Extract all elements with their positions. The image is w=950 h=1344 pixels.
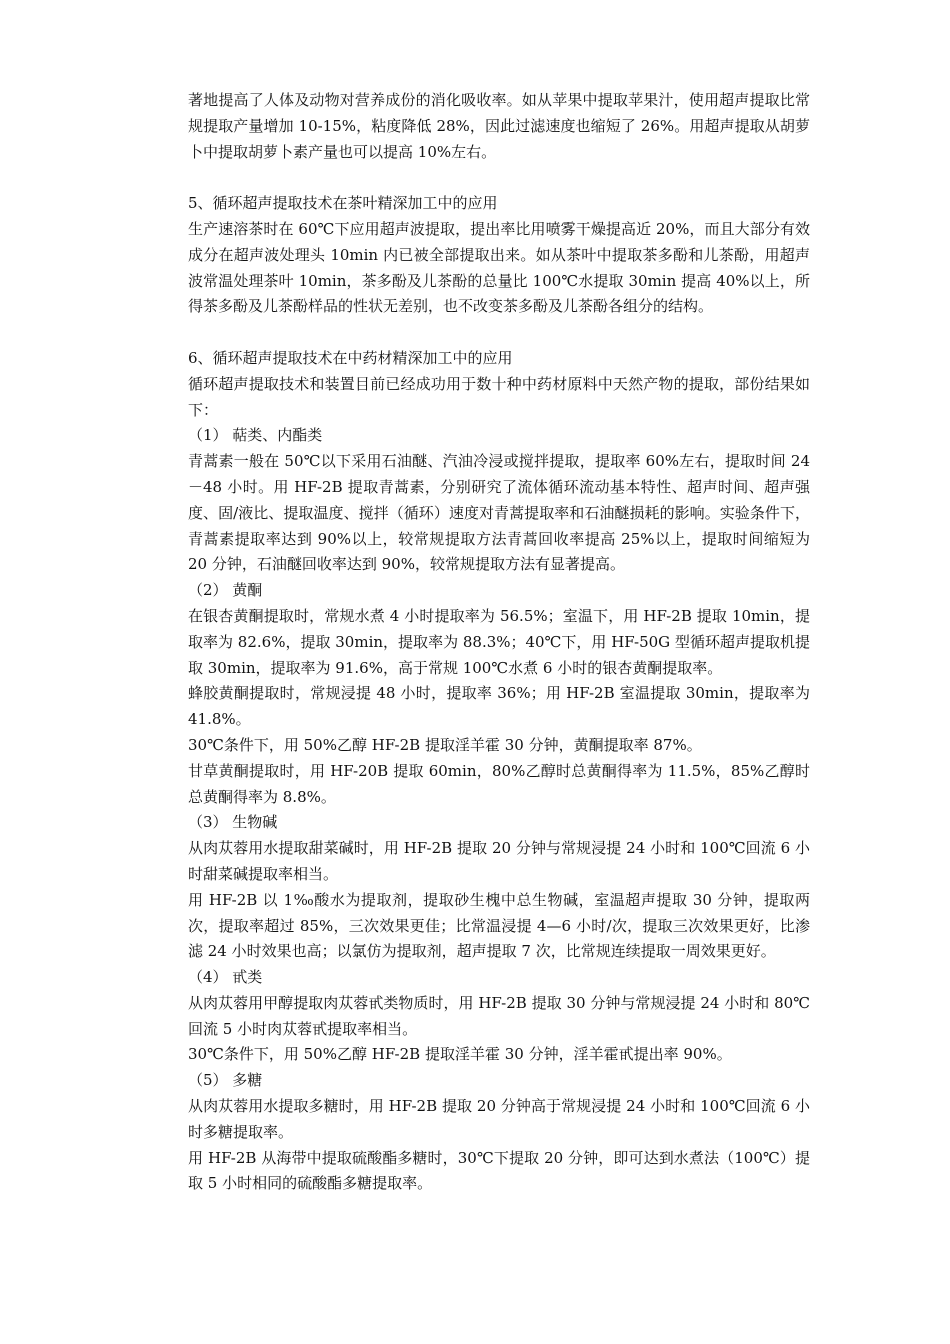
subsection-4-paragraph: 30℃条件下，用 50%乙醇 HF-2B 提取淫羊霍 30 分钟，淫羊霍甙提出率 90%。 (188, 1045, 732, 1064)
subsection-2-paragraph: 30℃条件下，用 50%乙醇 HF-2B 提取淫羊霍 30 分钟，黄酮提取率 87%。 (188, 735, 702, 754)
subsection-5-heading: （5） 多糖 (188, 1071, 263, 1090)
subsection-5-paragraph: 从肉苁蓉用水提取多糖时，用 HF-2B 提取 20 分钟高于常规浸提 24 小时和 100℃回流 6 小时多糖提取率。 (188, 1097, 810, 1141)
subsection-3-heading: （3） 生物碱 (188, 813, 278, 832)
subsection-1-heading: （1） 萜类、内酯类 (188, 426, 323, 445)
paragraph-spacer (188, 320, 810, 346)
subsection-4-paragraph: 从肉苁蓉用甲醇提取肉苁蓉甙类物质时，用 HF-2B 提取 30 分钟与常规浸提 24 小时和 80℃回流 5 小时肉苁蓉甙提取率相当。 (188, 993, 810, 1038)
subsection-3-paragraph: 用 HF-2B 以 1‰酸水为提取剂，提取砂生槐中总生物碱，室温超声提取 30 分钟，提取两次，提取率超过 85%，三次效果更佳；比常温浸提 4—6 小时/次，提取三次效果更好，比渗滤 24 小时效果也高；以氯仿为提取剂，超声提取 7 次，比常规连续提取一周效果更好。 (188, 890, 810, 961)
subsection-2-paragraph: 甘草黄酮提取时，用 HF-20B 提取 60min，80%乙醇时总黄酮得率为 11.5%，85%乙醇时总黄酮得率为 8.8%。 (188, 761, 810, 806)
section-6-intro: 循环超声提取技术和装置目前已经成功用于数十种中药材原料中天然产物的提取，部份结果如下： (188, 374, 810, 419)
subsection-1-paragraph: 青蒿素一般在 50℃以下采用石油醚、汽油冷浸或搅拌提取，提取率 60%左右，提取时间 24－48 小时。用 HF-2B 提取青蒿素，分别研究了流体循环流动基本特性、超声时间、超声强度、固/液比、提取温度、搅拌（循环）速度对青蒿提取率和石油醚损耗的影响。实验条件下，青蒿素提取率达到 90%以上，较常规提取方法青蒿回收率提高 25%以上，提取时间缩短为 20 分钟，石油醚回收率达到 90%，较常规提取方法有显著提高。 (188, 452, 810, 574)
paragraph-spacer (188, 165, 810, 191)
document-page (188, 88, 810, 1197)
section-5-body: 生产速溶茶时在 60℃下应用超声波提取，提出率比用喷雾干燥提高近 20%，而且大部分有效成分在超声波处理头 10min 内已被全部提取出来。如从茶叶中提取茶多酚和儿茶酚，用超声波常温处理茶叶 10min，茶多酚及儿茶酚的总量比 100℃水提取 30min 提高 40%以上，所得茶多酚及儿茶酚样品的性状无差别，也不改变茶多酚及儿茶酚各组分的结构。 (188, 219, 810, 316)
intro-paragraph: 著地提高了人体及动物对营养成份的消化吸收率。如从苹果中提取苹果汁，使用超声提取比常规提取产量增加 10-15%，粘度降低 28%，因此过滤速度也缩短了 26%。用超声提取从胡萝卜中提取胡萝卜素产量也可以提高 10%左右。 (188, 91, 810, 161)
section-6-heading: 6、循环超声提取技术在中药材精深加工中的应用 (188, 348, 513, 367)
subsection-2-paragraph: 在银杏黄酮提取时，常规水煮 4 小时提取率为 56.5%；室温下，用 HF-2B 提取 10min，提取率为 82.6%，提取 30min，提取率为 88.3%；40℃下，用 HF-50G 型循环超声提取机提取 30min，提取率为 91.6%，高于常规 100℃水煮 6 小时的银杏黄酮提取率。 (188, 606, 810, 677)
subsection-2-paragraph: 蜂胶黄酮提取时，常规浸提 48 小时，提取率 36%；用 HF-2B 室温提取 30min，提取率为 41.8%。 (188, 684, 810, 729)
subsection-3-paragraph: 从肉苁蓉用水提取甜菜碱时，用 HF-2B 提取 20 分钟与常规浸提 24 小时和 100℃回流 6 小时甜菜碱提取率相当。 (188, 839, 810, 883)
subsection-5-paragraph: 用 HF-2B 从海带中提取硫酸酯多糖时，30℃下提取 20 分钟，即可达到水煮法（100℃）提取 5 小时相同的硫酸酯多糖提取率。 (188, 1148, 810, 1193)
subsection-2-heading: （2） 黄酮 (188, 581, 263, 600)
section-5-heading: 5、循环超声提取技术在茶叶精深加工中的应用 (188, 194, 498, 213)
subsection-4-heading: （4） 甙类 (188, 968, 263, 987)
